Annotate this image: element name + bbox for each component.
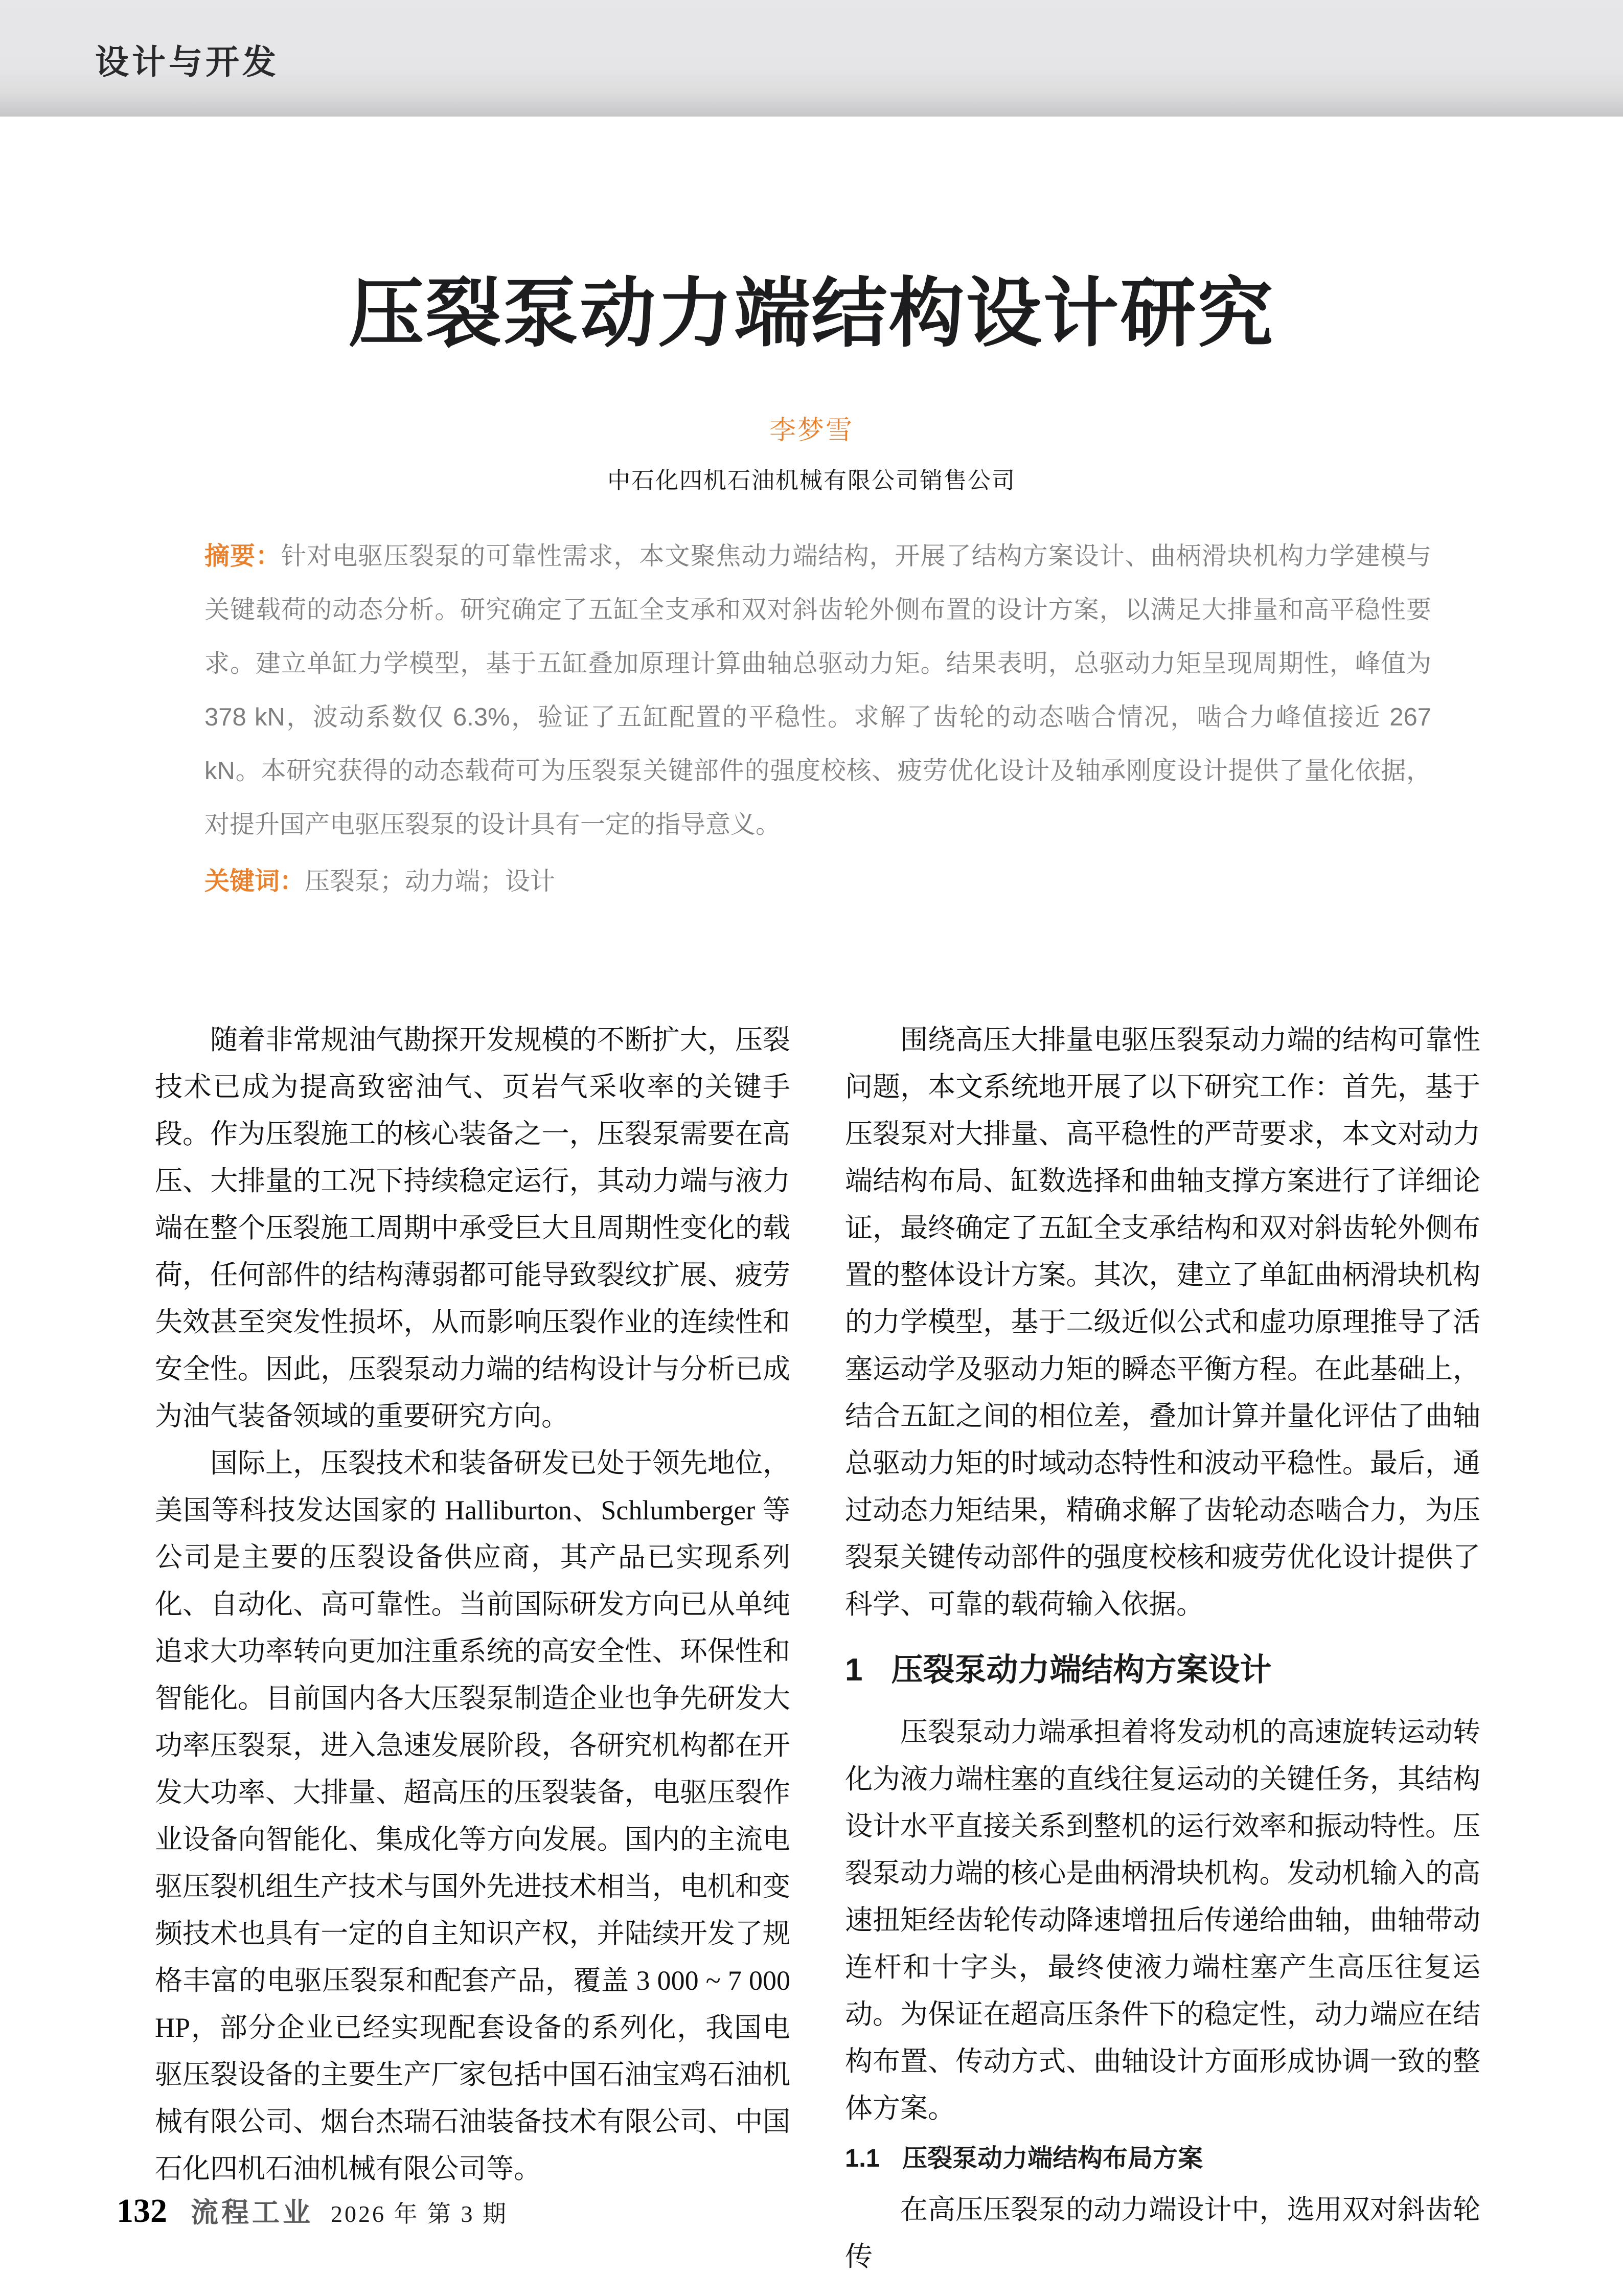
footer-issue-info: 2026 年 第 3 期 [331, 2201, 508, 2227]
section-1-1-title: 压裂泵动力端结构布局方案 [902, 2145, 1203, 2172]
paragraph-international-status: 国际上，压裂技术和装备研发已处于领先地位，美国等科技发达国家的 Halliburton、Schlumberger 等公司是主要的压裂设备供应商，其产品已实现系列化、自动化、高可靠性。当前国际研发方向已从单纯追求大功率转向更加注重系统的高安全性、环保性和智能化。目前国内各大压裂泵制造企业也争先研发大功率压裂泵，进入急速发展阶段，各研究机构都在开发大功率、大排量、超高压的压裂装备，电驱压裂作业设备向智能化、集成化等方向发展。国内的主流电驱压裂机组生产技术与国外先进技术相当，电机和变频技术也具有一定的自主知识产权，并陆续开发了规格丰富的电驱压裂泵和配套产品，覆盖 3 000 ~ 7 000 HP，部分企业已经实现配套设备的系列化，我国电驱压裂设备的主要生产厂家包括中国石油宝鸡石油机械有限公司、烟台杰瑞石油装备技术有限公司、中国石化四机石油机械有限公司等。 [155, 1448, 790, 2184]
article-title: 压裂泵动力端结构设计研究 [348, 271, 1275, 356]
section-1-1-heading [845, 2142, 1480, 2175]
abstract-label: 摘要： [204, 542, 282, 570]
article-author: 李梦雪 [769, 416, 854, 445]
footer-journal-name: 流程工业 [191, 2197, 313, 2228]
body-column-right [845, 1016, 1480, 2280]
body-column-left [155, 1016, 790, 2192]
section-1-1-number: 1.1 [845, 2145, 880, 2172]
keywords-text: 压裂泵；动力端；设计 [305, 868, 556, 895]
section-1-number: 1 [845, 1652, 863, 1688]
section-1-title: 压裂泵动力端结构方案设计 [891, 1652, 1272, 1688]
abstract-block [204, 530, 1431, 852]
article-affiliation: 中石化四机石油机械有限公司销售公司 [607, 468, 1016, 493]
paragraph-research-overview: 围绕高压大排量电驱压裂泵动力端的结构可靠性问题，本文系统地开展了以下研究工作：首先，基于压裂泵对大排量、高平稳性的严苛要求，本文对动力端结构布局、缸数选择和曲轴支撑方案进行了详细论证，最终确定了五缸全支承结构和双对斜齿轮外侧布置的整体设计方案。其次，建立了单缸曲柄滑块机构的力学模型，基于二级近似公式和虚功原理推导了活塞运动学及驱动力矩的瞬态平衡方程。在此基础上，结合五缸之间的相位差，叠加计算并量化评估了曲轴总驱动力矩的时域动态特性和波动平稳性。最后，通过动态力矩结果，精确求解了齿轮动态啮合力，为压裂泵关键传动部件的强度校核和疲劳优化设计提供了科学、可靠的载荷输入依据。 [845, 1025, 1480, 1620]
footer-page-number: 132 [117, 2192, 167, 2230]
paragraph-section-1-1: 在高压压裂泵的动力端设计中，选用双对斜齿轮传 [845, 2194, 1480, 2272]
category-label: 设计与开发 [95, 43, 279, 81]
paragraph-section-1: 压裂泵动力端承担着将发动机的高速旋转运动转化为液力端柱塞的直线往复运动的关键任务，其结构设计水平直接关系到整机的运行效率和振动特性。压裂泵动力端的核心是曲柄滑块机构。发动机输入的高速扭矩经齿轮传动降速增扭后传递给曲轴，曲轴带动连杆和十字头，最终使液力端柱塞产生高压往复运动。为保证在超高压条件下的稳定性，动力端应在结构布置、传动方式、曲轴设计方面形成协调一致的整体方案。 [845, 1717, 1480, 2124]
keywords-block [204, 855, 1431, 908]
paragraph-intro-domestic: 随着非常规油气勘探开发规模的不断扩大，压裂技术已成为提高致密油气、页岩气采收率的关键手段。作为压裂施工的核心装备之一，压裂泵需要在高压、大排量的工况下持续稳定运行，其动力端与液力端在整个压裂施工周期中承受巨大且周期性变化的载荷，任何部件的结构薄弱都可能导致裂纹扩展、疲劳失效甚至突发性损坏，从而影响压裂作业的连续性和安全性。因此，压裂泵动力端的结构设计与分析已成为油气装备领域的重要研究方向。 [155, 1025, 790, 1431]
page-footer [117, 2194, 508, 2228]
keywords-label: 关键词： [204, 868, 305, 895]
header-band [0, 0, 1623, 117]
section-1-heading [845, 1652, 1480, 1688]
abstract-text: 针对电驱压裂泵的可靠性需求，本文聚焦动力端结构，开展了结构方案设计、曲柄滑块机构力学建模与关键载荷的动态分析。研究确定了五缸全支承和双对斜齿轮外侧布置的设计方案，以满足大排量和高平稳性要求。建立单缸力学模型，基于五缸叠加原理计算曲轴总驱动力矩。结果表明，总驱动力矩呈现周期性，峰值为 378 kN，波动系数仅 6.3%，验证了五缸配置的平稳性。求解了齿轮的动态啮合情况，啮合力峰值接近 267 kN。本研究获得的动态载荷可为压裂泵关键部件的强度校核、疲劳优化设计及轴承刚度设计提供了量化依据，对提升国产电驱压裂泵的设计具有一定的指导意义。 [204, 542, 1431, 838]
